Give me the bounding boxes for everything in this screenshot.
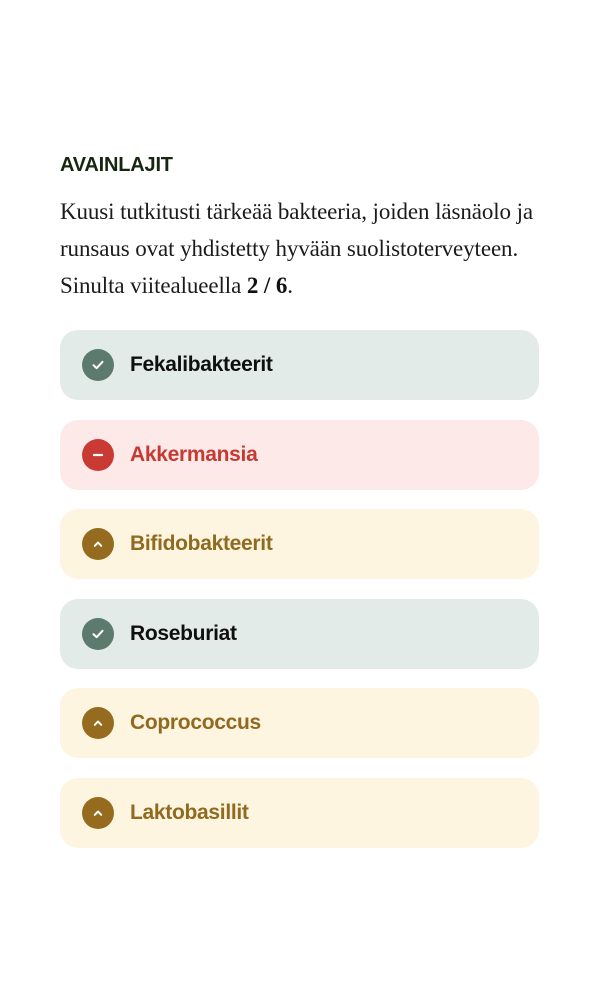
intro-text: Kuusi tutkitusti tärkeää bakteeria, joiden läsnäolo ja runsaus ovat yhdistetty hyvään suolistoterveyteen. Sinulta viitealueella — [60, 199, 533, 298]
species-card-fekalibakteerit[interactable] — [60, 330, 539, 400]
section-title: AVAINLAJIT — [60, 154, 173, 176]
minus-icon — [82, 439, 114, 471]
intro-end: . — [287, 273, 293, 298]
reference-score: 2 / 6 — [246, 273, 288, 298]
species-name: Akkermansia — [130, 442, 258, 466]
species-name: Roseburiat — [130, 621, 237, 645]
chevron-up-icon — [82, 707, 114, 739]
species-card-roseburiat[interactable] — [60, 599, 539, 669]
species-card-akkermansia[interactable] — [60, 420, 539, 490]
species-name: Coprococcus — [130, 711, 261, 734]
section-intro — [60, 193, 550, 304]
species-name: Laktobasillit — [130, 800, 249, 824]
species-card-laktobasillit[interactable] — [60, 778, 539, 848]
species-list — [60, 330, 539, 867]
species-name: Bifidobakteerit — [130, 532, 273, 555]
check-icon — [82, 618, 114, 650]
chevron-up-icon — [82, 797, 114, 829]
species-name: Fekalibakteerit — [130, 353, 273, 376]
check-icon — [82, 349, 114, 381]
chevron-up-icon — [82, 528, 114, 560]
species-card-bifidobakteerit[interactable] — [60, 509, 539, 579]
species-card-coprococcus[interactable] — [60, 688, 539, 758]
